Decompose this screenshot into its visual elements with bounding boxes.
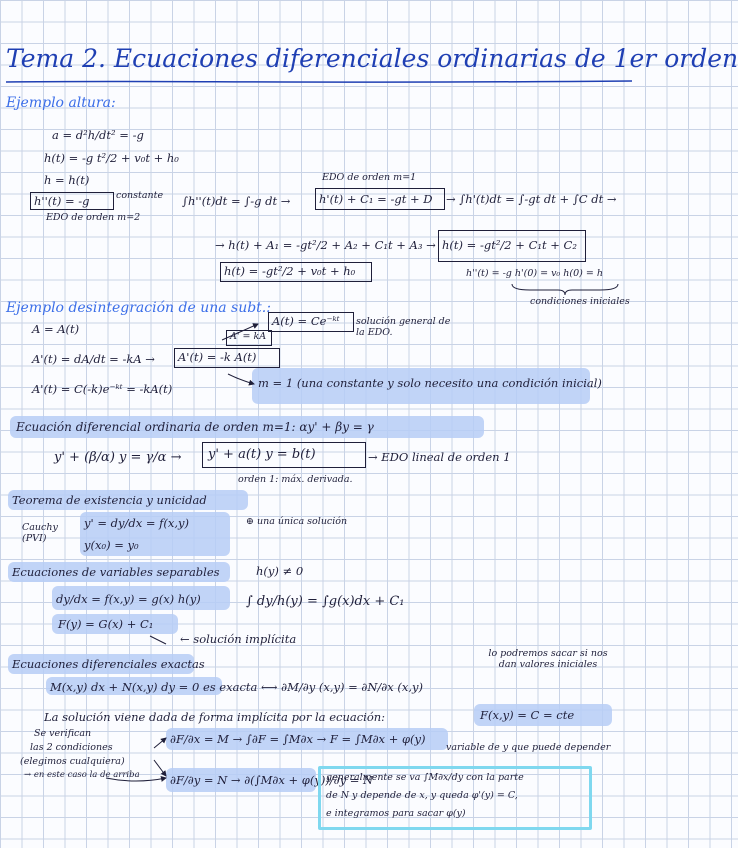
desint-box-solucion: A(t) = Ce⁻ᵏᵗ — [272, 314, 340, 328]
altura-integral-2: → ∫h'(t)dt = ∫-gt dt + ∫C dt → — [446, 192, 617, 206]
altura-box-h-second: h''(t) = -g — [34, 194, 90, 208]
exactas-line-1: M(x,y) dx + N(x,y) dy = 0 es exacta ⟷ ∂M/∂y (x,y) = ∂N/∂x (x,y) — [50, 680, 424, 694]
teorema-eq-2: y(x₀) = y₀ — [84, 538, 139, 552]
altura-line-2: h(t) = -g t²/2 + v₀t + h₀ — [44, 151, 179, 165]
edo-box: y' + a(t) y = b(t) — [208, 447, 316, 462]
page-title: Tema 2. Ecuaciones diferenciales ordinarias de 1er orden — [6, 44, 738, 73]
altura-line-5: → h(t) + A₁ = -gt²/2 + A₂ + C₁t + A₃ → — [215, 238, 436, 252]
exactas-side-4: → en este caso la de arriba — [24, 770, 140, 780]
edo-lineal-label: → EDO lineal de orden 1 — [368, 450, 511, 464]
exactas-eq-1: ∂F/∂x = M → ∫∂F = ∫M∂x → F = ∫M∂x + φ(y) — [170, 732, 426, 746]
desint-line-2: A'(t) = dA/dt = -kA → — [32, 352, 155, 366]
exactas-side-2: las 2 condiciones — [30, 742, 113, 753]
heading-ejemplo-desintegracion: Ejemplo desintegración de una subt.: — [6, 300, 271, 316]
exactas-side-1: Se verifican — [34, 728, 92, 739]
heading-ejemplo-altura: Ejemplo altura: — [6, 95, 116, 111]
heading-separables: Ecuaciones de variables separables — [12, 565, 220, 579]
separables-line-1: dy/dx = f(x,y) = g(x) h(y) — [56, 592, 201, 606]
teorema-unica: ⊕ una única solución — [246, 516, 348, 527]
altura-box-h-particular: h(t) = -gt²/2 + v₀t + h₀ — [224, 264, 356, 278]
altura-edo2-label: EDO de orden m=2 — [46, 212, 141, 223]
separables-cond: h(y) ≠ 0 — [256, 564, 304, 578]
altura-box-h-general: h(t) = -gt²/2 + C₁t + C₂ — [442, 238, 577, 252]
exactas-boxed-3: e integramos para sacar φ(y) — [326, 808, 466, 819]
heading-teorema: Teorema de existencia y unicidad — [12, 493, 207, 507]
teorema-eq-1: y' = dy/dx = f(x,y) — [84, 516, 189, 530]
desint-line-3: A'(t) = C(-k)e⁻ᵏᵗ = -kA(t) — [32, 382, 173, 396]
edo-sub-label: orden 1: máx. derivada. — [238, 474, 353, 485]
heading-edo-orden-1: Ecuación diferencial ordinaria de orden m=1: αy' + βy = γ — [16, 420, 374, 434]
altura-condiciones-label: condiciones iniciales — [530, 296, 630, 307]
desint-note: m = 1 (una constante y solo necesito una condición inicial) — [258, 376, 602, 390]
exactas-eq-1-note: variable de y que puede depender — [446, 742, 611, 753]
separables-implicita: ← solución implícita — [180, 632, 297, 646]
heading-exactas: Ecuaciones diferenciales exactas — [12, 657, 205, 671]
exactas-boxed-2: de N y depende de x, y queda φ'(y) = C, — [326, 790, 518, 801]
exactas-eq-2: ∂F/∂y = N → ∂(∫M∂x + φ(y))/∂y = N — [170, 773, 374, 787]
desint-solucion-label: solución general de la EDO. — [356, 316, 451, 338]
altura-constante: constante — [116, 190, 164, 201]
exactas-line-2-box: F(x,y) = C = cte — [480, 708, 575, 722]
exactas-note: lo podremos sacar si nos dan valores iniciales — [488, 648, 608, 670]
altura-condiciones-valores: h''(t) = -g h'(0) = v₀ h(0) = h — [466, 268, 603, 279]
teorema-cauchy: Cauchy (PVI) — [22, 522, 58, 544]
separables-line-1b: ∫ dy/h(y) = ∫g(x)dx + C₁ — [246, 594, 405, 609]
desint-box-a: A'(t) = -k A(t) — [178, 350, 257, 364]
exactas-side-3: (elegimos cualquiera) — [20, 756, 125, 767]
altura-line-3: h = h(t) — [44, 173, 90, 187]
altura-integral-1: ∫h''(t)dt = ∫-g dt → — [182, 194, 291, 208]
exactas-boxed-1: generalmente se va ∫M∂x/dy con la parte — [326, 772, 524, 783]
altura-box-h-prime: h'(t) + C₁ = -gt + D — [319, 192, 433, 206]
desint-line-1: A = A(t) — [32, 322, 80, 336]
altura-edo1-label: EDO de orden m=1 — [322, 172, 417, 183]
altura-line-1: a = d²h/dt² = -g — [52, 128, 144, 142]
separables-line-2: F(y) = G(x) + C₁ — [58, 617, 154, 631]
desint-box-ak: A' = kA — [230, 331, 267, 342]
edo-line-1: y' + (β/α) y = γ/α → — [54, 450, 182, 465]
exactas-line-2: La solución viene dada de forma implícita por la ecuación: — [44, 710, 386, 724]
